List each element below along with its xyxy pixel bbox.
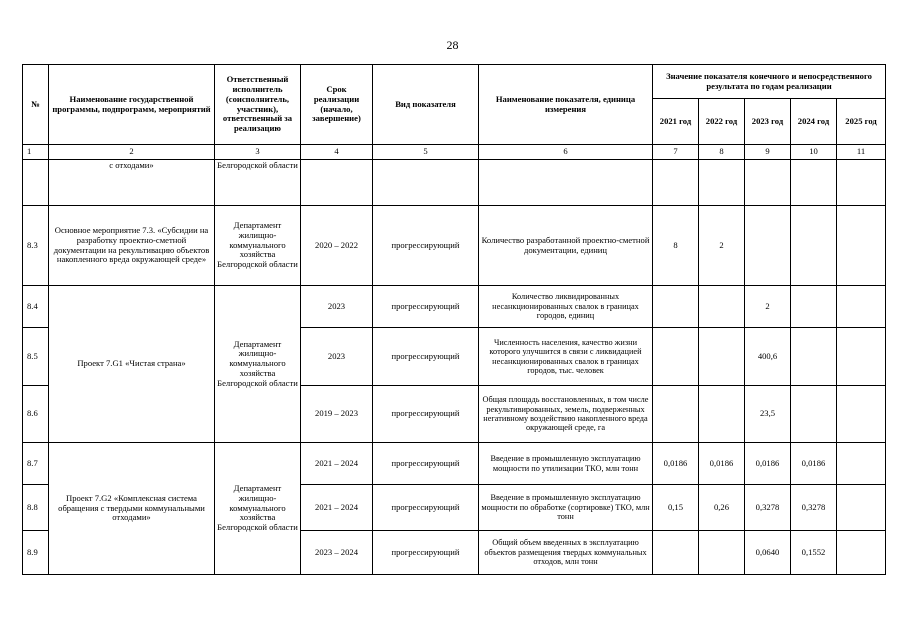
row-number: 8.8 <box>23 485 49 531</box>
row-number: 8.5 <box>23 328 49 386</box>
row-term: 2023 – 2024 <box>301 531 373 575</box>
header-year-2025: 2025 год <box>837 99 886 145</box>
row-value-2025 <box>837 443 886 485</box>
row-type: прогрессирующий <box>373 206 479 286</box>
row-term: 2021 – 2024 <box>301 485 373 531</box>
row-value-2025 <box>837 206 886 286</box>
header-year-2023: 2023 год <box>745 99 791 145</box>
column-number: 2 <box>49 145 215 160</box>
row-term: 2021 – 2024 <box>301 443 373 485</box>
header-values-group: Значение показателя конечного и непосредственного результата по годам реализации <box>653 65 886 99</box>
column-number: 3 <box>215 145 301 160</box>
row-term: 2019 – 2023 <box>301 386 373 443</box>
table-row <box>23 206 886 286</box>
row-value-2022: 2 <box>699 206 745 286</box>
row-value-2024 <box>791 328 837 386</box>
row-indicator: Количество разработанной проектно-сметной документации, единиц <box>479 206 653 286</box>
page-number: 28 <box>446 38 459 52</box>
row-type: прогрессирующий <box>373 328 479 386</box>
row-value-2023: 0,0640 <box>745 531 791 575</box>
row-value-2025 <box>837 286 886 328</box>
row-type: прогрессирующий <box>373 443 479 485</box>
row-name: с отходами» <box>49 160 215 206</box>
row-name: Проект 7.G1 «Чистая страна» <box>49 286 215 443</box>
row-type: прогрессирующий <box>373 531 479 575</box>
row-value-2025 <box>837 485 886 531</box>
row-indicator: Численность населения, качество жизни которого улучшится в связи с ликвидацией несанкционированных свалок в границах городов, тыс. человек <box>479 328 653 386</box>
column-number: 9 <box>745 145 791 160</box>
row-value-2025 <box>837 386 886 443</box>
header-name: Наименование государственной программы, подпрограмм, мероприятий <box>49 65 215 145</box>
row-value-2024: 0,3278 <box>791 485 837 531</box>
column-numbers-row <box>23 145 886 160</box>
row-value-2022 <box>699 328 745 386</box>
column-number: 4 <box>301 145 373 160</box>
row-value-2021 <box>653 386 699 443</box>
row-term: 2020 – 2022 <box>301 206 373 286</box>
header-no: № <box>23 65 49 145</box>
row-indicator: Введение в промышленную эксплуатацию мощности по обработке (сортировке) ТКО, млн тонн <box>479 485 653 531</box>
row-type: прогрессирующий <box>373 386 479 443</box>
row-indicator: Общая площадь восстановленных, в том числе рекультивированных, земель, подверженных негативному воздействию накопленного вреда окружающей среде, га <box>479 386 653 443</box>
table-row <box>23 160 886 206</box>
table-row <box>23 286 886 328</box>
row-value-2023: 23,5 <box>745 386 791 443</box>
row-executor: Департамент жилищно-коммунального хозяйства Белгородской области <box>215 286 301 443</box>
row-type: прогрессирующий <box>373 286 479 328</box>
header-year-2024: 2024 год <box>791 99 837 145</box>
row-number: 8.6 <box>23 386 49 443</box>
row-value-2025 <box>837 328 886 386</box>
row-value-2021 <box>653 286 699 328</box>
row-executor: Белгородской области <box>215 160 301 206</box>
row-value-2021: 8 <box>653 206 699 286</box>
row-value-2023: 0,0186 <box>745 443 791 485</box>
row-value-2022: 0,0186 <box>699 443 745 485</box>
header-indicator: Наименование показателя, единица измерения <box>479 65 653 145</box>
header-year-2022: 2022 год <box>699 99 745 145</box>
row-value-2021 <box>653 328 699 386</box>
column-number: 6 <box>479 145 653 160</box>
row-indicator: Общий объем введенных в эксплуатацию объектов размещения твердых коммунальных отходов, млн тонн <box>479 531 653 575</box>
row-value-2022: 0,26 <box>699 485 745 531</box>
row-value-2024 <box>791 206 837 286</box>
header-type: Вид показателя <box>373 65 479 145</box>
row-value-2024: 0,0186 <box>791 443 837 485</box>
row-number: 8.7 <box>23 443 49 485</box>
row-term: 2023 <box>301 328 373 386</box>
row-value-2024 <box>791 386 837 443</box>
header-year-2021: 2021 год <box>653 99 699 145</box>
row-executor: Департамент жилищно-коммунального хозяйства Белгородской области <box>215 443 301 575</box>
row-indicator: Введение в промышленную эксплуатацию мощности по утилизации ТКО, млн тонн <box>479 443 653 485</box>
row-value-2024: 0,1552 <box>791 531 837 575</box>
row-number: 8.4 <box>23 286 49 328</box>
header-term: Срок реализации (начало, завершение) <box>301 65 373 145</box>
column-number: 11 <box>837 145 886 160</box>
row-value-2021 <box>653 531 699 575</box>
row-value-2022 <box>699 286 745 328</box>
row-value-2021: 0,15 <box>653 485 699 531</box>
row-executor: Департамент жилищно-коммунального хозяйства Белгородской области <box>215 206 301 286</box>
row-value-2023: 400,6 <box>745 328 791 386</box>
row-number: 8.9 <box>23 531 49 575</box>
header-executor: Ответственный исполнитель (соисполнитель, участник), ответственный за реализацию <box>215 65 301 145</box>
column-number: 7 <box>653 145 699 160</box>
column-number: 8 <box>699 145 745 160</box>
column-number: 10 <box>791 145 837 160</box>
row-value-2023 <box>745 206 791 286</box>
row-value-2022 <box>699 531 745 575</box>
row-term: 2023 <box>301 286 373 328</box>
row-value-2024 <box>791 286 837 328</box>
row-indicator: Количество ликвидированных несанкционированных свалок в границах городов, единиц <box>479 286 653 328</box>
column-number: 1 <box>23 145 49 160</box>
row-value-2025 <box>837 531 886 575</box>
row-name: Проект 7.G2 «Комплексная система обращения с твердыми коммунальными отходами» <box>49 443 215 575</box>
row-value-2021: 0,0186 <box>653 443 699 485</box>
row-type: прогрессирующий <box>373 485 479 531</box>
column-number: 5 <box>373 145 479 160</box>
table-row <box>23 443 886 485</box>
row-value-2023: 2 <box>745 286 791 328</box>
row-value-2023: 0,3278 <box>745 485 791 531</box>
header-row <box>23 65 886 99</box>
row-name: Основное мероприятие 7.3. «Субсидии на разработку проектно-сметной документации на рекультивацию объектов накопленного вреда окружающей среде» <box>49 206 215 286</box>
row-value-2022 <box>699 386 745 443</box>
row-number: 8.3 <box>23 206 49 286</box>
indicators-table <box>22 64 886 575</box>
